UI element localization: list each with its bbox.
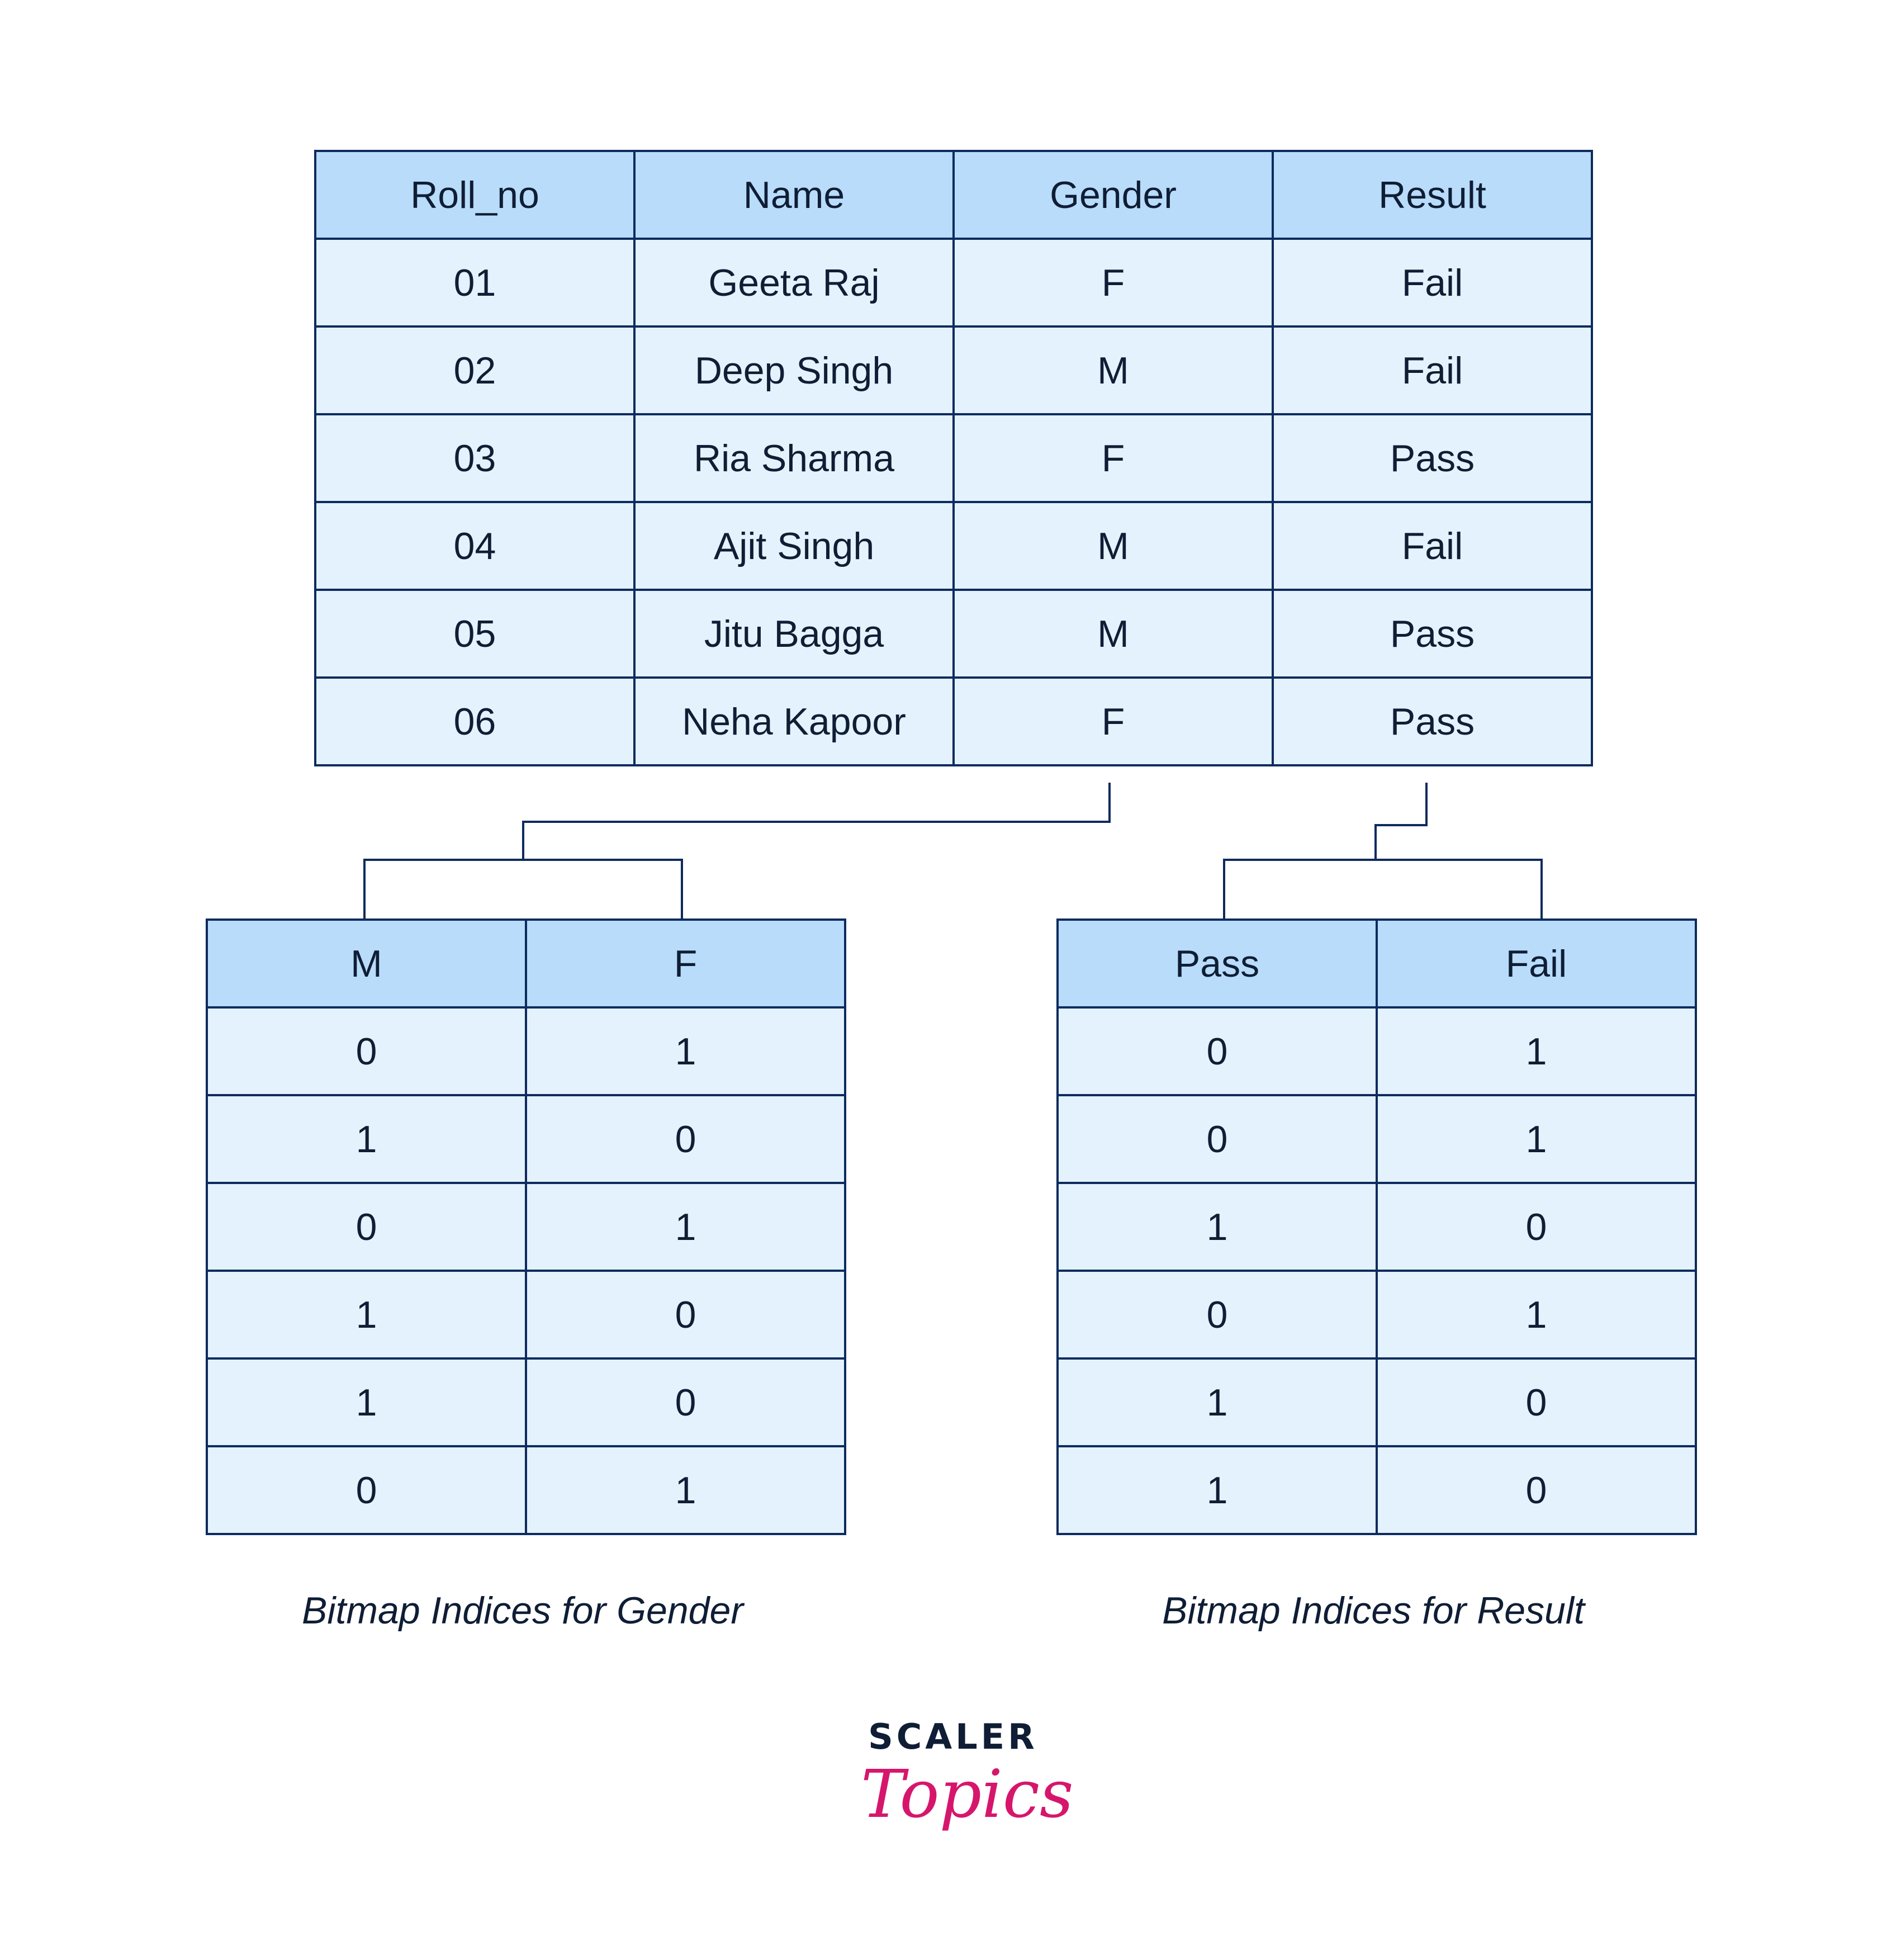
cell-f: 0 — [526, 1358, 845, 1446]
cell-result: Pass — [1273, 414, 1592, 502]
cell-name: Geeta Raj — [634, 239, 954, 326]
cell-gender: M — [954, 590, 1273, 678]
header-result: Result — [1273, 151, 1592, 239]
result-bitmap-table — [1056, 919, 1697, 1535]
cell-fail: 1 — [1377, 1007, 1696, 1095]
cell-name: Jitu Bagga — [634, 590, 954, 678]
table-header-row — [1058, 920, 1696, 1007]
cell-f: 1 — [526, 1446, 845, 1534]
cell-result: Pass — [1273, 590, 1592, 678]
table-row — [1058, 1358, 1696, 1446]
cell-pass: 0 — [1058, 1007, 1377, 1095]
cell-roll-no: 03 — [315, 414, 634, 502]
cell-roll-no: 05 — [315, 590, 634, 678]
table-row — [1058, 1271, 1696, 1358]
student-table — [314, 150, 1593, 766]
cell-name: Neha Kapoor — [634, 678, 954, 765]
cell-result: Fail — [1273, 326, 1592, 414]
result-bitmap-caption: Bitmap Indices for Result — [1162, 1589, 1585, 1632]
header-pass: Pass — [1058, 920, 1377, 1007]
cell-f: 0 — [526, 1095, 845, 1183]
table-row — [207, 1183, 845, 1271]
header-fail: Fail — [1377, 920, 1696, 1007]
cell-f: 1 — [526, 1183, 845, 1271]
header-gender: Gender — [954, 151, 1273, 239]
table-row — [315, 326, 1592, 414]
cell-result: Fail — [1273, 239, 1592, 326]
cell-gender: M — [954, 502, 1273, 590]
cell-m: 0 — [207, 1446, 526, 1534]
gender-connector — [523, 783, 1110, 860]
cell-fail: 1 — [1377, 1271, 1696, 1358]
cell-gender: F — [954, 414, 1273, 502]
cell-fail: 0 — [1377, 1446, 1696, 1534]
cell-m: 0 — [207, 1007, 526, 1095]
cell-pass: 1 — [1058, 1358, 1377, 1446]
table-row — [315, 239, 1592, 326]
table-row — [207, 1007, 845, 1095]
cell-roll-no: 04 — [315, 502, 634, 590]
table-row — [207, 1095, 845, 1183]
table-row — [315, 678, 1592, 765]
table-row — [1058, 1007, 1696, 1095]
cell-fail: 0 — [1377, 1183, 1696, 1271]
gender-bitmap-caption: Bitmap Indices for Gender — [302, 1589, 743, 1632]
cell-roll-no: 02 — [315, 326, 634, 414]
cell-name: Deep Singh — [634, 326, 954, 414]
header-name: Name — [634, 151, 954, 239]
cell-f: 1 — [526, 1007, 845, 1095]
table-row — [315, 502, 1592, 590]
logo-wordmark-scaler: SCALER — [868, 1716, 1038, 1757]
table-header-row — [315, 151, 1592, 239]
cell-pass: 1 — [1058, 1183, 1377, 1271]
cell-pass: 0 — [1058, 1095, 1377, 1183]
cell-roll-no: 06 — [315, 678, 634, 765]
cell-gender: M — [954, 326, 1273, 414]
gender-connector-fork — [364, 860, 682, 919]
scaler-topics-logo — [861, 1716, 1074, 1862]
cell-f: 0 — [526, 1271, 845, 1358]
header-f: F — [526, 920, 845, 1007]
gender-bitmap-table — [206, 919, 846, 1535]
cell-pass: 0 — [1058, 1271, 1377, 1358]
cell-m: 1 — [207, 1358, 526, 1446]
table-row — [207, 1271, 845, 1358]
cell-result: Fail — [1273, 502, 1592, 590]
table-row — [1058, 1095, 1696, 1183]
cell-name: Ria Sharma — [634, 414, 954, 502]
header-m: M — [207, 920, 526, 1007]
table-row — [315, 590, 1592, 678]
result-connector-fork — [1224, 860, 1542, 919]
table-row — [207, 1446, 845, 1534]
cell-fail: 1 — [1377, 1095, 1696, 1183]
cell-gender: F — [954, 239, 1273, 326]
table-row — [1058, 1446, 1696, 1534]
cell-result: Pass — [1273, 678, 1592, 765]
cell-name: Ajit Singh — [634, 502, 954, 590]
logo-wordmark-topics: Topics — [861, 1755, 1074, 1833]
cell-m: 0 — [207, 1183, 526, 1271]
header-roll-no: Roll_no — [315, 151, 634, 239]
table-row — [315, 414, 1592, 502]
table-row — [207, 1358, 845, 1446]
cell-m: 1 — [207, 1271, 526, 1358]
table-header-row — [207, 920, 845, 1007]
cell-fail: 0 — [1377, 1358, 1696, 1446]
cell-pass: 1 — [1058, 1446, 1377, 1534]
cell-gender: F — [954, 678, 1273, 765]
cell-roll-no: 01 — [315, 239, 634, 326]
table-row — [1058, 1183, 1696, 1271]
cell-m: 1 — [207, 1095, 526, 1183]
result-connector — [1376, 783, 1426, 860]
